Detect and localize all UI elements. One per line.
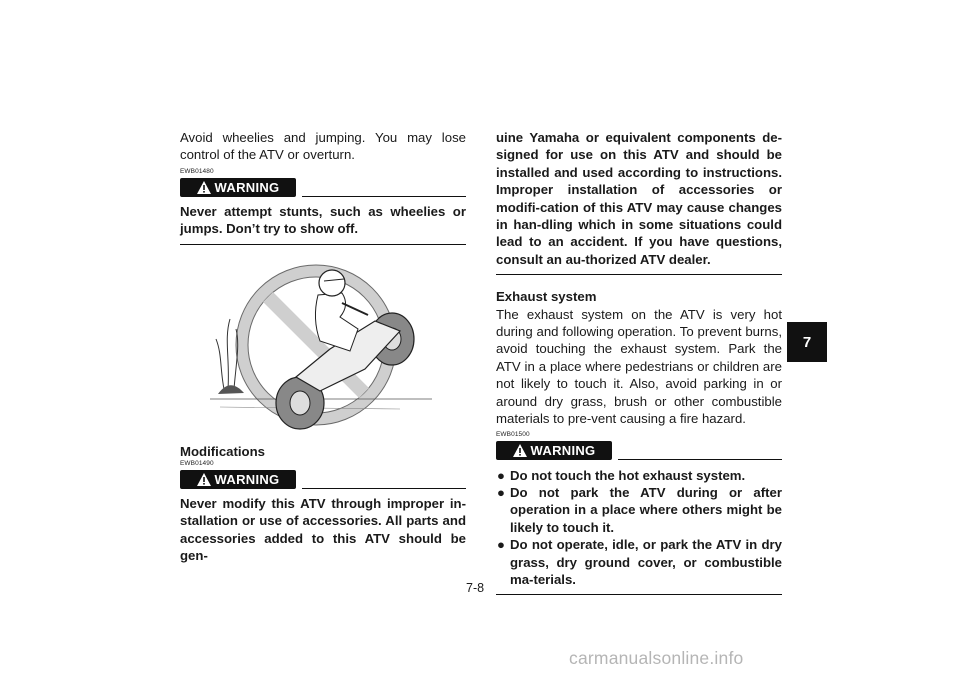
atv-wheelie-prohibited-illustration: [200, 259, 440, 439]
exhaust-paragraph: The exhaust system on the ATV is very hot during and following operation. To prevent burns, avoid touching the exhaust system. Park the ATV in a place where pedestrians or children are not likely to touch it. Also, avoid parking in or around dry grass, brush or other combustible materials to pre-vent causing a fire hazard.: [496, 306, 782, 427]
list-item: ● Do not park the ATV during or after operation in a place where others might be likely to touch it.: [497, 484, 782, 535]
warning-code: EWB01490: [180, 460, 214, 468]
warning-badge: [180, 470, 296, 489]
warning-text-continued: uine Yamaha or equivalent components de-signed for use on this ATV and should be installed and used according to instructions. Improper installation of accessories or modifi-cation of this ATV may cause changes in han-dling which in some situations could lead to an accident. If you have questions, consult an au-thorized ATV dealer.: [496, 130, 782, 267]
warning-bullet-list: [496, 467, 782, 589]
divider: [496, 274, 782, 275]
bullet-icon: ●: [497, 467, 505, 483]
warning-header: [180, 178, 466, 200]
divider: [496, 594, 782, 595]
warning-header: [180, 470, 466, 492]
right-column: [496, 0, 782, 595]
warning-label: WARNING: [530, 442, 596, 458]
warning-triangle-icon: [197, 181, 211, 194]
watermark: carmanualsonline.info: [569, 648, 744, 668]
divider: [302, 196, 466, 197]
page-number: 7-8: [466, 581, 485, 595]
warning-code: EWB01480: [180, 167, 214, 175]
warning-label: WARNING: [214, 472, 280, 488]
warning-triangle-icon: [513, 444, 527, 457]
chapter-tab: 7: [787, 322, 827, 362]
warning-text: Never attempt stunts, such as wheelies or jumps. Don’t try to show off.: [180, 203, 466, 237]
warning-text: Never modify this ATV through improper in-stallation or use of accessories. All parts and accessories added to this ATV should be gen-: [180, 496, 466, 564]
bullet-icon: ●: [497, 484, 505, 500]
warning-triangle-icon: [197, 473, 211, 486]
warning-code: EWB01500: [496, 430, 530, 438]
left-column: [180, 0, 466, 565]
warning-header: [496, 441, 782, 463]
warning-badge: [496, 441, 612, 460]
divider: [180, 244, 466, 245]
section-heading-exhaust: Exhaust system: [496, 289, 597, 305]
section-heading-modifications: Modifications: [180, 443, 265, 459]
divider: [618, 459, 782, 460]
intro-paragraph: Avoid wheelies and jumping. You may lose control of the ATV or overturn.: [180, 130, 466, 163]
list-item: ● Do not operate, idle, or park the ATV in dry grass, dry ground cover, or combustible ma-terials.: [497, 537, 782, 587]
warning-label: WARNING: [214, 179, 280, 195]
bullet-icon: ●: [497, 537, 505, 553]
list-item: ● Do not touch the hot exhaust system.: [497, 467, 746, 483]
warning-badge: [180, 178, 296, 197]
divider: [302, 488, 466, 489]
